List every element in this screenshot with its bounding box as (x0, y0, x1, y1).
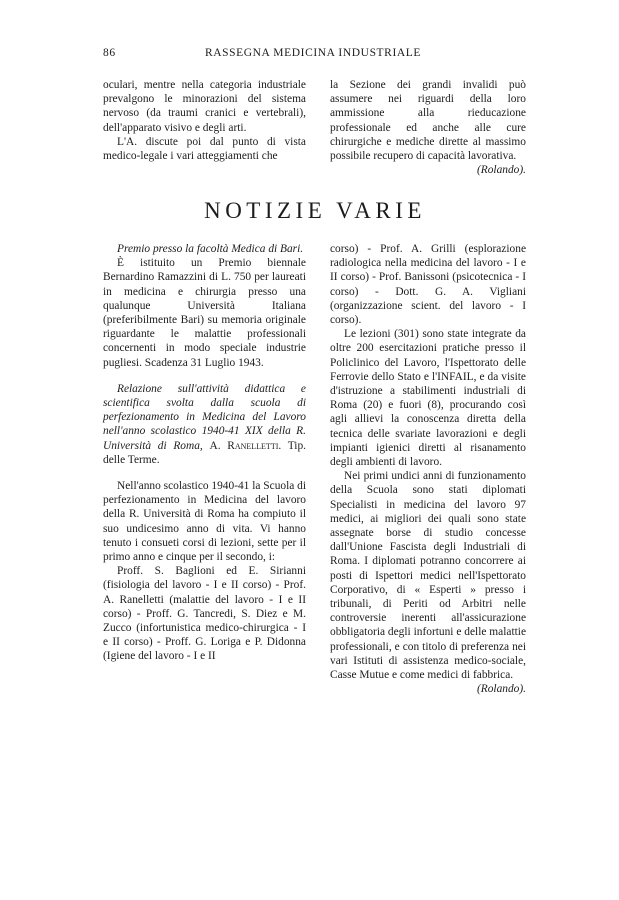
running-header (103, 47, 523, 65)
top-right-paragraph: la Sezione dei grandi invalidi può assumere nei riguardi della loro ammissione alla rieducazione professionale ed anche alle cure chirurgiche e mediche dirette al massimo possibile recupero di capacità lavorativa. (330, 79, 526, 163)
left-paragraph-1: Nell'anno scolastico 1940-41 la Scuola di perfezionamento in Medicina del lavoro della R. Università di Roma ha compiuto il suo undicesimo anno di vita. Vi hanno tenuto i consueti corsi di lezioni, sette per il primo anno e cinque per il secondo, i: (103, 480, 307, 564)
top-left-column (103, 78, 306, 163)
right-paragraph-2: Le lezioni (301) sono state integrate da oltre 200 esercitazioni pratiche presso il Policlinico del Lavoro, l'Ispettorato delle Ferrovie dello Stato e l'INFAIL, e da visite d'istruzione a stabilimenti industriali di Roma (20) e fuori (8), procurando così agli allievi la conoscenza diretta della tecnica delle svariate lavorazioni e degli impianti igienici diretti al risanamento degli ambienti di lavoro. (330, 328, 526, 469)
top-left-paragraph-1: oculari, mentre nella categoria industriale prevalgono le minorazioni del sistema nervoso (da traumi cranici e vertebrali), dell'apparato visivo e degli arti. (103, 79, 306, 134)
spacer (103, 370, 306, 382)
top-right-signature: (Rolando). (476, 164, 526, 177)
right-paragraph-1: corso) - Prof. A. Grilli (esplorazione radiologica nella medicina del lavoro - I e II corso) - Prof. Banissoni (psicotecnica - I corso) - Dott. G. A. Vigliani (organizzazione scient. del lavoro - I corso). (330, 243, 526, 327)
journal-title: RASSEGNA MEDICINA INDUSTRIALE (204, 47, 422, 59)
relazione-publisher: Tip. delle Terme. (103, 439, 306, 466)
page-number: 86 (103, 47, 116, 59)
top-left-paragraph-2: L'A. discute poi dal punto di vista medico-legale i vari atteggiamenti che (103, 135, 306, 163)
right-column (330, 242, 526, 697)
left-column (103, 242, 306, 664)
spacer (103, 467, 306, 479)
relazione-heading-block (103, 382, 306, 467)
premio-heading: Premio presso la facoltà Medica di Bari. (117, 243, 304, 255)
left-paragraph-2: Proff. S. Baglioni ed E. Sirianni (fisiologia del lavoro - I e II corso) - Prof. A. Ranelletti (malattie del lavoro - I e II corso) - Proff. G. Tancredi, S. Diez e M. Zucco (infortunistica medico-chirurgica - I e II corso) - Proff. G. Loriga e P. Didonna (Igiene del lavoro - I e II (103, 565, 306, 663)
relazione-author: A. Ranelletti. (209, 439, 282, 452)
section-title: NOTIZIE VARIE (204, 198, 426, 223)
right-signature: (Rolando). (476, 683, 526, 696)
right-paragraph-3: Nei primi undici anni di funzionamento della Scuola sono stati diplomati Specialisti in medicina del lavoro 97 medici, ai migliori dei quali sono state assegnate borse di studio concesse dall'Unione Fascista degli Industriali di Roma. I diplomati potranno concorrere ai posti di Ispettori medici nell'Ispettorato Corporativo, di « Esperti » presso i tribunali, di Periti od Arbitri nelle controversie inerenti all'assicurazione obbligatoria degli infortuni e delle malattie professionali, e con titolo di preferenza nei vari Istituti di assistenza medico-sociale, Casse Mutue e come medici di fabbrica. (330, 470, 526, 682)
top-right-column (330, 78, 526, 177)
relazione-heading: Relazione sull'attività didattica e scientifica svolta dalla scuola di perfezionamento in Medicina del Lavoro nell'anno scolastico 1940-41 XIX della R. Università di Roma, (103, 382, 306, 452)
premio-text: È istituito un Premio biennale Bernardino Ramazzini di L. 750 per laureati in medicina e chirurgia presso una qualunque Università Italiana (preferibilmente Bari) su memoria originale riguardante le malattie professionali concernenti in modo speciale industrie pugliesi. Scadenza 31 Luglio 1943. (103, 257, 306, 369)
